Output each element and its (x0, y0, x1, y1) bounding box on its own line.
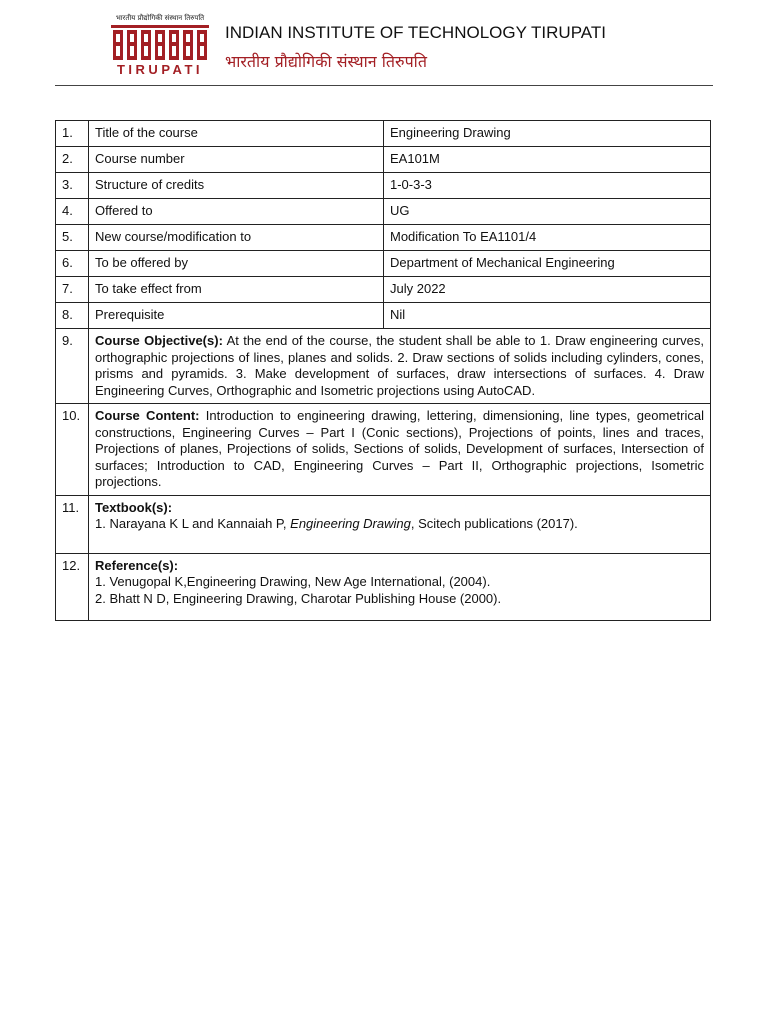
content-text: Introduction to engineering drawing, lettering, dimensioning, line types, geometrical constructions, Engineering Curves – Part I (Conic sections), Projections of points, lines and traces, Projections of planes, Projections of solids, Sections of solids, Development of surfaces, Intersection of surfaces; Introduction to CAD, Engineering Curves – Part II, Orthographic projections, Isometric projections. (95, 408, 704, 489)
row-value: EA101M (384, 147, 711, 173)
row-value: July 2022 (384, 277, 711, 303)
reference-item: 1. Venugopal K,Engineering Drawing, New Age International, (2004). (95, 574, 491, 589)
iit-logo-mark-icon (111, 25, 209, 61)
row-number: 9. (56, 329, 89, 404)
row-number: 7. (56, 277, 89, 303)
row-label: Offered to (89, 199, 384, 225)
row-number: 6. (56, 251, 89, 277)
content-row (56, 404, 711, 496)
table-row (56, 303, 711, 329)
textbook-authors: 1. Narayana K L and Kannaiah P, (95, 516, 291, 531)
objectives-text: At the end of the course, the student shall be able to 1. Draw engineering curves, orthographic projections of lines, planes and solids. 2. Draw sections of solids including cylinders, cones, prisms and pyramids. 3. Make development of surfaces, draw intersections of surfaces. 4. Draw Engineering Curves, Orthographic and Isometric projections using AutoCAD. (95, 333, 704, 398)
references (89, 553, 711, 620)
row-value: 1-0-3-3 (384, 173, 711, 199)
reference-item: 2. Bhatt N D, Engineering Drawing, Charotar Publishing House (2000). (95, 590, 502, 606)
row-number: 12. (56, 553, 89, 620)
table-row (56, 147, 711, 173)
row-label: To take effect from (89, 277, 384, 303)
table-row (56, 225, 711, 251)
textbooks (89, 495, 711, 553)
row-number: 3. (56, 173, 89, 199)
row-value: Engineering Drawing (384, 121, 711, 147)
textbook-publisher: , Scitech publications (2017). (410, 516, 578, 531)
objectives-row (56, 329, 711, 404)
row-value: Department of Mechanical Engineering (384, 251, 711, 277)
row-number: 11. (56, 495, 89, 553)
row-label: Course number (89, 147, 384, 173)
table-row (56, 173, 711, 199)
textbooks-row (56, 495, 711, 553)
institute-name-hindi: भारतीय प्रौद्योगिकी संस्थान तिरुपति (225, 52, 427, 71)
header-divider (55, 85, 713, 86)
row-number: 8. (56, 303, 89, 329)
table-row (56, 121, 711, 147)
content-heading: Course Content: (95, 408, 200, 423)
table-row (56, 277, 711, 303)
row-number: 2. (56, 147, 89, 173)
course-content (89, 404, 711, 496)
row-label: Prerequisite (89, 303, 384, 329)
row-label: Structure of credits (89, 173, 384, 199)
row-number: 10. (56, 404, 89, 496)
table-row (56, 251, 711, 277)
course-objectives (89, 329, 711, 404)
page-header (0, 0, 768, 90)
row-label: New course/modification to (89, 225, 384, 251)
textbooks-heading: Textbook(s): (95, 499, 173, 515)
textbook-item (95, 516, 704, 533)
row-number: 5. (56, 225, 89, 251)
row-number: 1. (56, 121, 89, 147)
references-heading: Reference(s): (95, 557, 179, 573)
logo-hindi-caption: भारतीय प्रौद्योगिकी संस्थान तिरुपति (115, 14, 205, 22)
row-number: 4. (56, 199, 89, 225)
textbook-title: Engineering Drawing (290, 516, 411, 531)
institute-name-english: INDIAN INSTITUTE OF TECHNOLOGY TIRUPATI (225, 23, 606, 42)
institute-logo (108, 14, 212, 78)
course-details-table (55, 120, 711, 621)
references-row (56, 553, 711, 620)
logo-wordmark: TIRUPATI (116, 62, 203, 77)
row-label: To be offered by (89, 251, 384, 277)
row-label: Title of the course (89, 121, 384, 147)
row-value: Modification To EA1101/4 (384, 225, 711, 251)
row-value: Nil (384, 303, 711, 329)
table-row (56, 199, 711, 225)
objectives-heading: Course Objective(s): (95, 333, 223, 348)
row-value: UG (384, 199, 711, 225)
